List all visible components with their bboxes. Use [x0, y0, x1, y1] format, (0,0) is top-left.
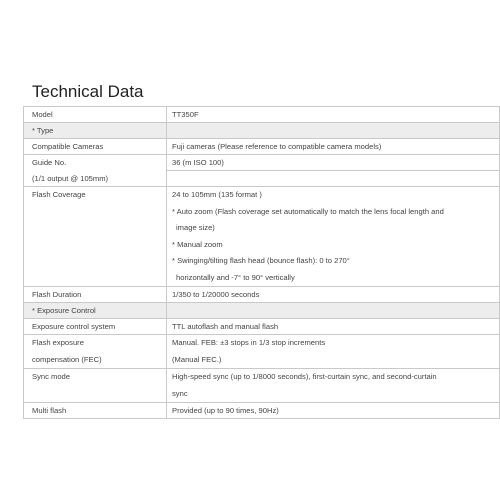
table-row-model	[24, 107, 500, 123]
section-header-exposure-control	[24, 303, 500, 319]
flash-coverage-range: 24 to 105mm (135 format )	[172, 190, 262, 199]
row-value-model: TT350F	[167, 107, 500, 123]
fec-label-line-1: Flash exposure	[32, 338, 84, 347]
table-row-flash-coverage	[24, 187, 500, 287]
table-row-multi-flash	[24, 403, 500, 419]
auto-zoom-line-2: image size)	[176, 223, 215, 232]
sync-mode-line-1: High-speed sync (up to 1/8000 seconds), first-curtain sync, and second-curtain	[172, 372, 437, 381]
row-value-flash-coverage	[167, 187, 500, 287]
swing-line-1: * Swinging/tilting flash head (bounce flash): 0 to 270°	[172, 256, 350, 265]
fec-label-line-2: compensation (FEC)	[32, 354, 102, 364]
sync-mode-line-2: sync	[172, 388, 188, 398]
table-row-guide-no	[24, 155, 500, 171]
row-value-guide-no: 36 (m ISO 100)	[167, 155, 500, 171]
row-value-sync-mode	[167, 369, 500, 403]
row-label-compatible-cameras: Compatible Cameras	[24, 139, 167, 155]
auto-zoom-line-1: * Auto zoom (Flash coverage set automatically to match the lens focal length and	[172, 206, 444, 216]
technical-data-table	[23, 106, 500, 419]
table-row-exposure-control-system	[24, 319, 500, 335]
fec-value-line-2: (Manual FEC.)	[172, 354, 222, 364]
table-row-flash-duration	[24, 287, 500, 303]
section-header-type	[24, 123, 500, 139]
table-row-sync-mode	[24, 369, 500, 403]
row-label-fec	[24, 335, 167, 369]
row-label-model: Model	[24, 107, 167, 123]
row-label-sync-mode	[24, 369, 167, 403]
row-label-exposure-control-system: Exposure control system	[24, 319, 167, 335]
row-label-multi-flash: Multi flash	[24, 403, 167, 419]
row-value-flash-duration: 1/350 to 1/20000 seconds	[167, 287, 500, 303]
manual-zoom-line: * Manual zoom	[172, 239, 223, 249]
row-label-flash-duration: Flash Duration	[24, 287, 167, 303]
fec-value-line-1: Manual. FEB: ±3 stops in 1/3 stop increments	[172, 338, 326, 347]
swing-line-2: horizontally and -7° to 90° vertically	[176, 272, 295, 282]
page-title: Technical Data	[32, 82, 144, 101]
sync-mode-label: Sync mode	[32, 372, 70, 381]
row-value-exposure-control-system: TTL autoflash and manual flash	[167, 319, 500, 335]
row-value-compatible-cameras: Fuji cameras (Please reference to compatible camera models)	[167, 139, 500, 155]
row-label-flash-coverage	[24, 187, 167, 287]
section-value-exposure-control	[167, 303, 500, 319]
row-value-guide-note	[167, 171, 500, 187]
flash-coverage-label: Flash Coverage	[32, 190, 86, 199]
table-row-fec	[24, 335, 500, 369]
table-row-compatible-cameras	[24, 139, 500, 155]
row-value-multi-flash: Provided (up to 90 times, 90Hz)	[167, 403, 500, 419]
table-row-guide-note	[24, 171, 500, 187]
row-value-fec	[167, 335, 500, 369]
section-label-type: * Type	[24, 123, 167, 139]
row-label-guide-no: Guide No.	[24, 155, 167, 171]
row-label-guide-note: (1/1 output @ 105mm)	[24, 171, 167, 187]
section-label-exposure-control: * Exposure Control	[24, 303, 167, 319]
section-value-type	[167, 123, 500, 139]
